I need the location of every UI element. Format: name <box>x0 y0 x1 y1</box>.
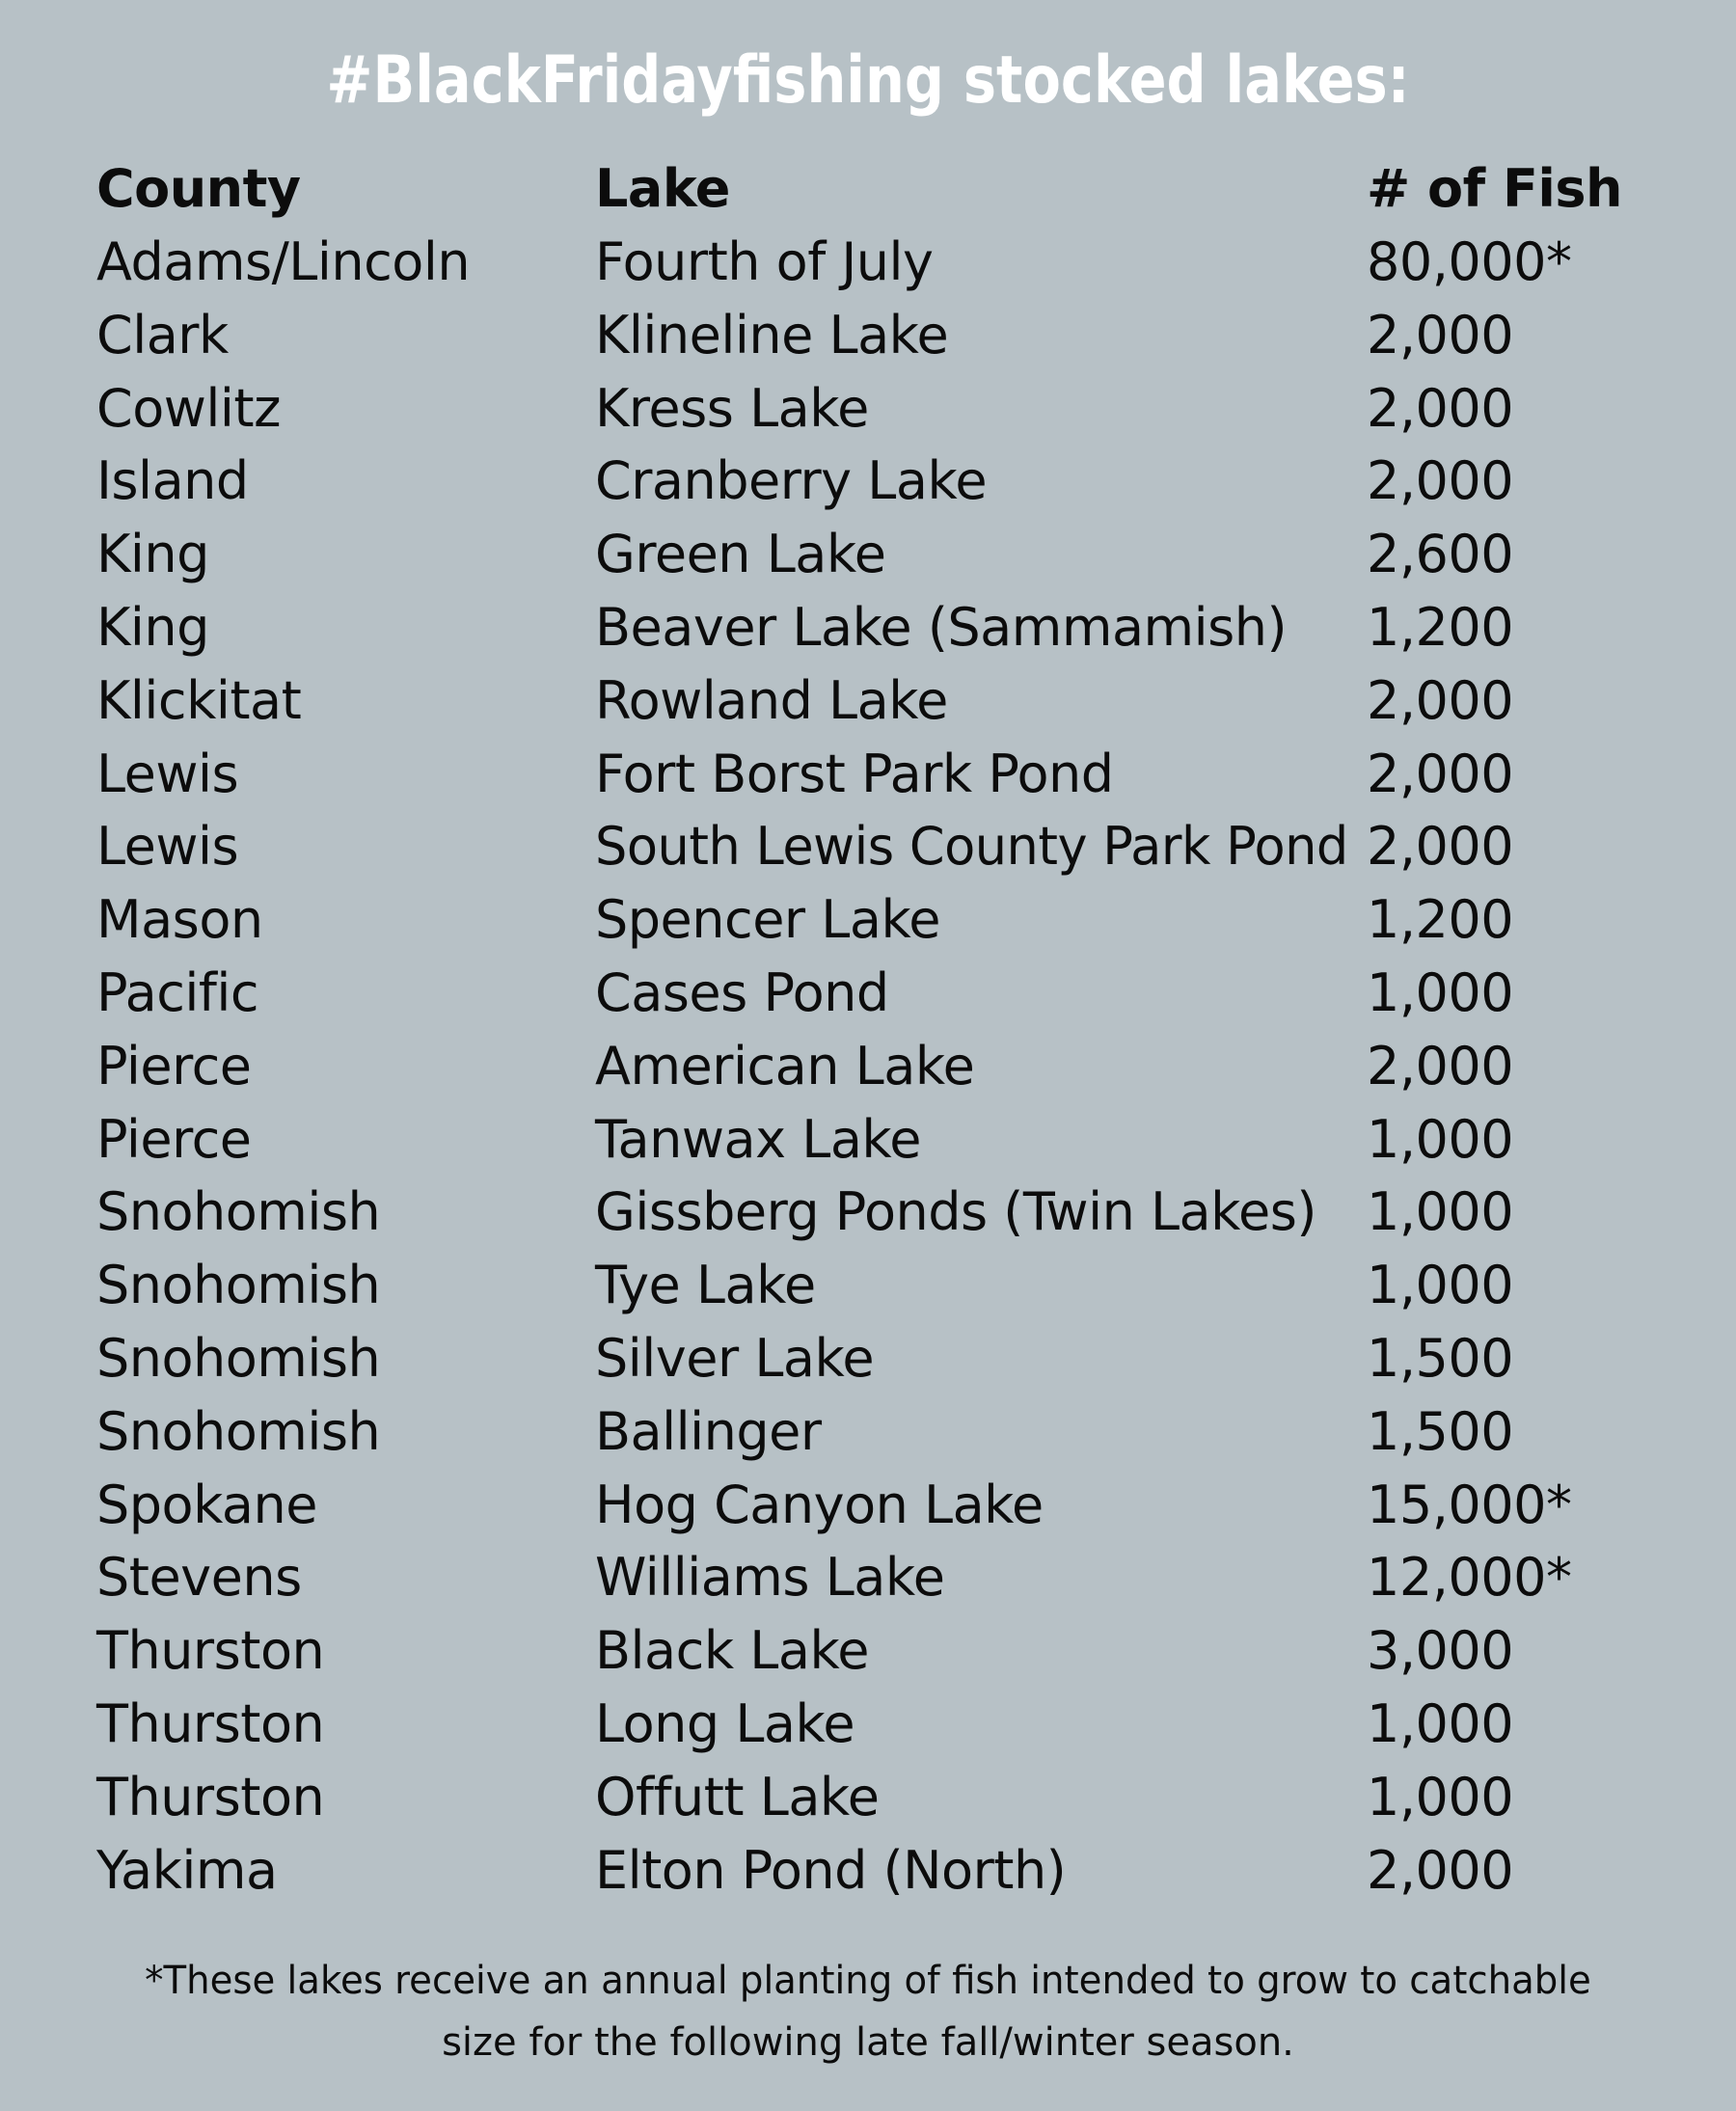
header-lake: Lake <box>595 158 730 219</box>
county-cell: Mason <box>96 889 263 951</box>
lake-cell: Rowland Lake <box>595 669 948 731</box>
fish-count-cell: 1,500 <box>1367 1327 1514 1389</box>
fish-count-cell: 2,600 <box>1367 524 1514 585</box>
table-row <box>96 372 1659 446</box>
county-cell: Spokane <box>96 1474 317 1535</box>
county-cell: Lewis <box>96 743 239 804</box>
fish-count-cell: 1,000 <box>1367 1181 1514 1243</box>
fish-count-cell: 3,000 <box>1367 1620 1514 1682</box>
page-title: #BlackFridayfishing stocked lakes: <box>326 42 1410 119</box>
fish-count-cell: 15,000* <box>1367 1474 1572 1535</box>
table-row <box>96 299 1659 372</box>
lake-cell: Green Lake <box>595 524 886 585</box>
county-cell: Cowlitz <box>96 377 281 439</box>
footnote-line-1: *These lakes receive an annual planting of fish intended to grow to catchable <box>145 1959 1591 2003</box>
stocked-lakes-table <box>96 152 1659 1907</box>
table-row <box>96 1761 1659 1834</box>
county-cell: Snohomish <box>96 1181 381 1243</box>
county-cell: Thurston <box>96 1766 325 1827</box>
table-row <box>96 518 1659 591</box>
lake-cell: South Lewis County Park Pond <box>595 816 1348 878</box>
table-row <box>96 226 1659 299</box>
table-body <box>96 226 1659 1907</box>
table-row <box>96 1395 1659 1469</box>
header-fish-count: # of Fish <box>1367 158 1622 219</box>
fish-count-cell: 1,000 <box>1367 1108 1514 1170</box>
lake-cell: Silver Lake <box>595 1327 875 1389</box>
table-row <box>96 883 1659 957</box>
lake-cell: Fort Borst Park Pond <box>595 743 1114 804</box>
fish-count-cell: 1,000 <box>1367 1766 1514 1827</box>
lake-cell: American Lake <box>595 1035 975 1096</box>
table-row <box>96 1103 1659 1177</box>
county-cell: Adams/Lincoln <box>96 231 471 292</box>
lake-cell: Cranberry Lake <box>595 450 988 512</box>
lake-cell: Tye Lake <box>595 1255 816 1316</box>
footnote-line-2: size for the following late fall/winter season. <box>442 2020 1294 2065</box>
fish-count-cell: 2,000 <box>1367 816 1514 878</box>
lake-cell: Kress Lake <box>595 377 869 439</box>
lake-cell: Cases Pond <box>595 961 889 1023</box>
lake-cell: Beaver Lake (Sammamish) <box>595 596 1288 658</box>
table-row <box>96 1834 1659 1908</box>
county-cell: Clark <box>96 304 229 365</box>
lake-cell: Tanwax Lake <box>595 1108 921 1170</box>
lake-cell: Ballinger <box>595 1400 822 1462</box>
county-cell: Island <box>96 450 249 512</box>
county-cell: Stevens <box>96 1547 302 1609</box>
county-cell: Pacific <box>96 961 259 1023</box>
table-header-row <box>96 152 1659 226</box>
lake-cell: Elton Pond (North) <box>595 1839 1067 1901</box>
fish-count-cell: 12,000* <box>1367 1547 1572 1609</box>
county-cell: Snohomish <box>96 1400 381 1462</box>
fish-count-cell: 2,000 <box>1367 743 1514 804</box>
table-row <box>96 1614 1659 1688</box>
county-cell: Pierce <box>96 1035 252 1096</box>
lake-cell: Spencer Lake <box>595 889 941 951</box>
table-row <box>96 957 1659 1030</box>
county-cell: Pierce <box>96 1108 252 1170</box>
table-row <box>96 1030 1659 1103</box>
lake-cell: Offutt Lake <box>595 1766 880 1827</box>
fish-count-cell: 1,000 <box>1367 961 1514 1023</box>
fish-count-cell: 1,000 <box>1367 1255 1514 1316</box>
county-cell: Snohomish <box>96 1327 381 1389</box>
lake-cell: Fourth of July <box>595 231 934 292</box>
county-cell: Yakima <box>96 1839 278 1901</box>
table-row <box>96 445 1659 518</box>
fish-count-cell: 2,000 <box>1367 377 1514 439</box>
fish-count-cell: 1,000 <box>1367 1692 1514 1754</box>
footnote <box>0 1950 1736 2073</box>
fish-count-cell: 2,000 <box>1367 304 1514 365</box>
lake-cell: Klineline Lake <box>595 304 949 365</box>
lake-cell: Gissberg Ponds (Twin Lakes) <box>595 1181 1316 1243</box>
county-cell: Thurston <box>96 1620 325 1682</box>
lake-cell: Black Lake <box>595 1620 870 1682</box>
county-cell: King <box>96 596 209 658</box>
table-row <box>96 591 1659 664</box>
lake-cell: Williams Lake <box>595 1547 945 1609</box>
county-cell: Thurston <box>96 1692 325 1754</box>
county-cell: Klickitat <box>96 669 302 731</box>
county-cell: King <box>96 524 209 585</box>
table-row <box>96 664 1659 738</box>
table-row <box>96 810 1659 883</box>
fish-count-cell: 1,200 <box>1367 596 1514 658</box>
table-row <box>96 1469 1659 1542</box>
fish-count-cell: 2,000 <box>1367 450 1514 512</box>
fish-count-cell: 1,500 <box>1367 1400 1514 1462</box>
table-row <box>96 1249 1659 1322</box>
fish-count-cell: 2,000 <box>1367 1839 1514 1901</box>
table-row <box>96 1541 1659 1614</box>
fish-count-cell: 2,000 <box>1367 1035 1514 1096</box>
header-county: County <box>96 158 301 219</box>
county-cell: Snohomish <box>96 1255 381 1316</box>
table-row <box>96 1322 1659 1395</box>
county-cell: Lewis <box>96 816 239 878</box>
fish-count-cell: 1,200 <box>1367 889 1514 951</box>
fish-count-cell: 2,000 <box>1367 669 1514 731</box>
lake-cell: Hog Canyon Lake <box>595 1474 1044 1535</box>
table-row <box>96 1688 1659 1761</box>
table-row <box>96 738 1659 811</box>
lake-cell: Long Lake <box>595 1692 855 1754</box>
table-row <box>96 1176 1659 1249</box>
fish-count-cell: 80,000* <box>1367 231 1572 292</box>
